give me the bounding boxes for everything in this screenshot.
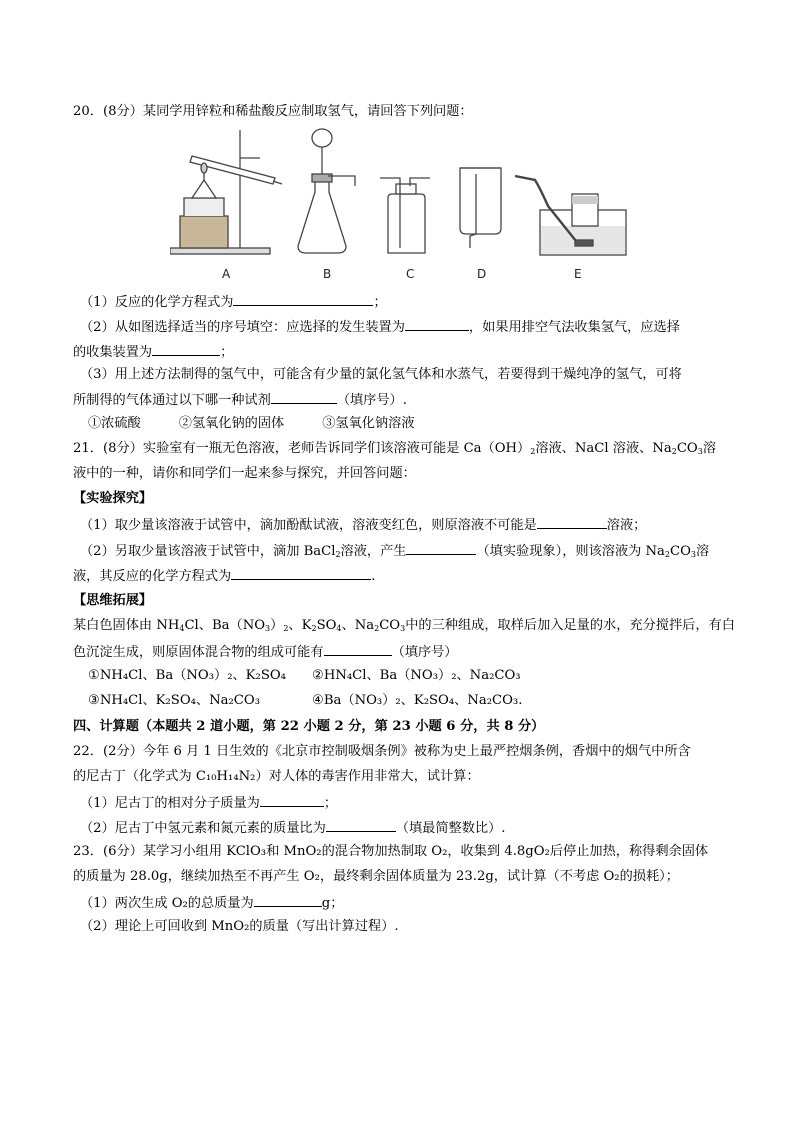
q23-title-cont: 的质量为 28.0g，继续加热至不再产生 O₂，最终剩余固体质量为 23.2g，试计算（不考虑 O₂的损耗）； (73, 869, 679, 884)
q20-part2-cont: 的收集装置为 ； (73, 342, 233, 361)
option-1: ①浓硫酸 (88, 416, 141, 431)
q23-part2: （2）理论上可回收到 MnO₂的质量（写出计算过程）. (80, 919, 399, 934)
section-extension: 【思维拓展】 (73, 593, 153, 608)
q21-extension-cont: 色沉淀生成，则原固体混合物的组成可能有 （填序号） (73, 642, 458, 661)
label-e: E (574, 267, 582, 281)
section-calc-heading: 四、计算题（本题共 2 道小题，第 22 小题 2 分，第 23 小题 6 分，共 8 分） (73, 719, 545, 734)
apparatus-e (515, 176, 626, 255)
apparatus-figure (170, 128, 630, 284)
q21-extension: 某白色固体由 $NH_4Cl$、$Ba(NO_3)_2$、$K_2SO_4$、$Na_2CO_3$中的三种组成，取样后加入足量的水，充分搅拌后，有白 (73, 618, 735, 633)
q22-title: 22．(2分）今年 6 月 1 日生效的《北京市控制吸烟条例》被称为史上最严控烟条例，香烟中的烟气中所含 (73, 744, 691, 759)
q21-title-cont: 液中的一种，请你和同学们一起来参与探究，并回答问题： (73, 466, 416, 481)
option-2: ②氢氧化钠的固体 (178, 416, 285, 431)
q23-part1: （1）两次生成 O₂的总质量为 g； (80, 893, 343, 912)
answer-blank[interactable] (152, 342, 220, 356)
answer-blank[interactable] (326, 818, 396, 832)
section-experiment: 【实验探究】 (73, 491, 153, 506)
q20-part1: （1）反应的化学方程式为 ； (80, 292, 387, 311)
q21-part2: （2）另取少量该溶液于试管中，滴加 BaCl$_2$溶液，产生 （填实验现象），则该溶液为 $Na_2CO_3$溶 (80, 541, 709, 560)
label-a: A (222, 267, 231, 281)
answer-blank[interactable] (405, 317, 469, 331)
apparatus-c (380, 178, 430, 253)
answer-blank[interactable] (260, 793, 324, 807)
q21-option-2: ②HN₄Cl、Ba（NO₃）₂、Na₂CO₃ (312, 668, 521, 683)
q20-part3-cont: 所制得的气体通过以下哪一种试剂 （填序号）. (73, 390, 407, 409)
answer-blank[interactable] (254, 893, 322, 907)
q21-option-1: ①NH₄Cl、Ba（NO₃）₂、K₂SO₄ (88, 668, 286, 683)
answer-blank[interactable] (324, 642, 392, 656)
q23-title: 23．(6分）某学习小组用 KClO₃和 MnO₂的混合物加热制取 O₂，收集到 4.8gO₂后停止加热，称得剩余固体 (73, 844, 709, 859)
q20-part2: （2）从如图选择适当的序号填空：应选择的发生装置为 ，如果用排空气法收集氢气，应选择 (80, 317, 680, 336)
label-c: C (406, 267, 415, 281)
answer-blank[interactable] (231, 566, 371, 580)
q22-part1: （1）尼古丁的相对分子质量为 ； (80, 793, 337, 812)
q22-title-cont: 的尼古丁（化学式为 C₁₀H₁₄N₂）对人体的毒害作用非常大，试计算： (73, 769, 480, 784)
answer-blank[interactable] (406, 541, 476, 555)
answer-blank[interactable] (537, 515, 607, 529)
label-b: B (323, 267, 332, 281)
q20-part3: （3）用上述方法制得的氢气中，可能含有少量的氯化氢气体和水蒸气，若要得到干燥纯净的氢气，可将 (80, 367, 682, 382)
q20-title: 20．(8分）某同学用锌粒和稀盐酸反应制取氢气，请回答下列问题： (73, 104, 473, 119)
q21-option-4: ④Ba（NO₃）₂、K₂SO₄、Na₂CO₃. (312, 693, 523, 708)
q21-title: 21．(8分）实验室有一瓶无色溶液，老师告诉同学们该溶液可能是 $Ca(OH)_2$溶液、NaCl 溶液、$Na_2CO_3$溶 (73, 441, 717, 456)
label-d: D (477, 267, 487, 281)
answer-blank[interactable] (233, 292, 373, 306)
answer-blank[interactable] (271, 390, 337, 404)
apparatus-b (298, 129, 355, 253)
q21-part1: （1）取少量该溶液于试管中，滴加酚酞试液，溶液变红色，则原溶液不可能是 溶液； (80, 515, 646, 534)
q22-part2: （2）尼古丁中氢元素和氮元素的质量比为 （填最简整数比）. (80, 818, 505, 837)
q20-options (88, 415, 453, 432)
apparatus-d (460, 168, 501, 248)
option-3: ③氢氧化钠溶液 (322, 416, 415, 431)
q21-part2-cont: 液，其反应的化学方程式为 . (73, 566, 375, 585)
apparatus-a (170, 130, 282, 254)
q21-option-3: ③NH₄Cl、K₂SO₄、Na₂CO₃ (88, 693, 260, 708)
